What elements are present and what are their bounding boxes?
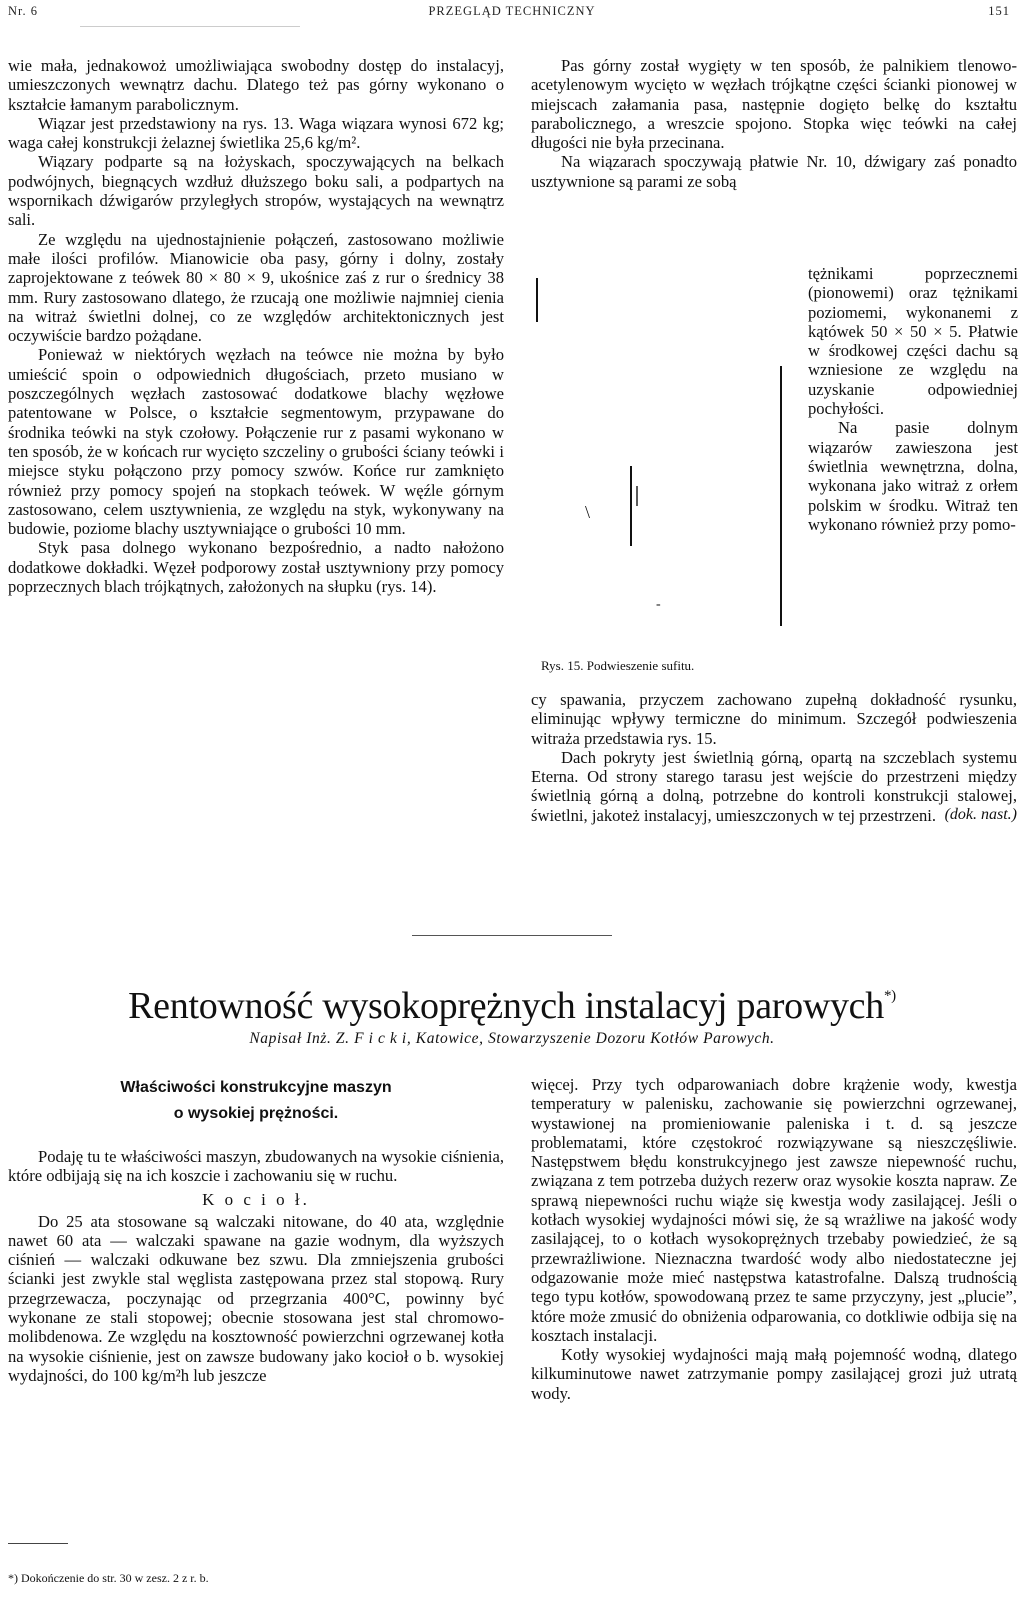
paragraph: Ze względu na ujednostajnienie połączeń, zastosowano możliwie małe ilości profilów. Mianowicie oba pasy, górny i dolny, zostały zaprojektowane z teówek 80 × 80 × 9, ukośnice zaś z rur o średnicy 38 mm. Rury zastosowano dlatego, że rzucają one możliwie najmniej cienia na witraż świetlni dolnej, co ze względów architektonicznych jest oczywiście bardzo pożądane.	[8, 229, 504, 346]
paragraph: Podaję tu te właściwości maszyn, zbudowanych na wysokie ciśnienia, które odbijają się na ich koszcie i zachowaniu się w ruchu.	[8, 1147, 504, 1186]
header-rule	[80, 26, 300, 27]
paragraph: Wiązar jest przedstawiony na rys. 13. Waga wiązara wynosi 672 kg; waga całej konstrukcji żelaznej świetlika 25,6 kg/m².	[8, 113, 504, 153]
continued-note: (dok. nast.)	[944, 806, 1017, 824]
footnote-rule	[8, 1543, 68, 1544]
section-heading: K o c i o ł.	[202, 1189, 310, 1209]
journal-title: PRZEGLĄD TECHNICZNY	[428, 4, 596, 18]
paragraph: Na pasie dolnym wiązarów zawieszona jest świetlnia wewnętrzna, dolna, wykonana jako witraż z orłem polskim w środku. Witraż ten wykonano również przy pomo-	[808, 418, 1018, 534]
section-divider	[412, 935, 612, 936]
article-title-text: Rentowność wysokoprężnych instalacyj parowych	[128, 985, 884, 1027]
paragraph: cy spawania, przyczem zachowano zupełną dokładność rysunku, eliminując wpływy termiczne do minimum. Szczegół podwieszenia witraża przedstawia rys. 15.	[531, 690, 1017, 748]
below-figure-text	[531, 690, 1017, 824]
figure-caption: Rys. 15. Podwieszenie sufitu.	[541, 658, 695, 673]
paragraph: Wiązary podparte są na łożyskach, spoczywających na belkach podwójnych, biegnących wzdłuż dłuższego boku sali, a podpartych na wspornikach dźwigarów przyległych stropów, wystających na wewnątrz sali.	[8, 152, 504, 230]
figure-mark: -	[656, 597, 661, 612]
page-marker: Nr. 6	[8, 4, 38, 18]
section-subhead: Właściwości konstrukcyjne maszyn	[120, 1079, 392, 1096]
ceiling-suspension-drawing	[531, 266, 791, 676]
paragraph: Kotły wysokiej wydajności mają małą pojemność wodną, dlatego kilkuminutowe nawet zatrzymanie pompy zasilającej grozi już utratą wody.	[531, 1345, 1017, 1403]
article-title	[0, 975, 1024, 1027]
page-number: 151	[988, 4, 1010, 18]
top-left-column	[8, 56, 504, 596]
paragraph: wie mała, jednakowoż umożliwiająca swobodny dostęp do instalacyj, umieszczonych wewnątrz dachu. Dlatego też pas górny wykonano o kształcie łamanym parabolicznym.	[8, 56, 504, 114]
section-subhead: o wysokiej prężności.	[173, 1105, 339, 1122]
figure-rys-15	[531, 266, 791, 676]
wrap-column	[808, 264, 1018, 534]
article-left-column	[8, 1075, 504, 1385]
paragraph: tężnikami poprzecznemi (pionowemi) oraz tężnikami poziomemi, wykonanemi z kątówek 50 × 50 × 5. Płatwie w środkowej części dachu są wzniesione ze względu na uzyskanie odpowiedniej pochyłości.	[808, 264, 1018, 419]
paragraph: Na wiązarach spoczywają płatwie Nr. 10, dźwigary zaś ponadto usztywnione są parami ze sobą	[531, 152, 1017, 191]
figure-mark: \	[585, 502, 591, 522]
paragraph: więcej. Przy tych odparowaniach dobre krążenie wody, kwestja temperatury w palenisku, zachowanie się powierzchni ogrzewanej, wystawionej na promieniowanie paleniska i t. d. są jeszcze problematami, które częstokroć rozwiązywane są nieszczęśliwie. Następstwem błędu konstrukcyjnego jest zawsze niepewność ruchu, związana z tem potrzeba dużych rezerw oraz wysokie koszta napraw. Ze sprawą niepewności ruchu wiąże się kwestja wody zasilającej. Jeśli o kotłach wysokiej wydajności mówi się, że są wrażliwe na jakość wody zasilającej, to o kotłach wysokoprężnych trzebaby powiedzieć, że są przewrażliwione. Nieznaczna twardość wody albo niedostateczne jej odgazowanie może mieć następstwa katastrofalne. Dalszą trudnością tego typu kotłów, spowodowaną przez te same przyczyny, jest „plucie”, które może zmusić do obniżenia odparowania, co dotkliwie odbija się na kosztach instalacji.	[531, 1075, 1017, 1345]
article-right-column	[531, 1075, 1017, 1403]
paragraph: Pas górny został wygięty w ten sposób, że palnikiem tlenowo-acetylenowym wycięto w węzłach trójkątne części ścianki pionowej w miejscach załamania pasa, następnie dogięto belkę do kształtu parabolicznego, a wreszcie spojono. Stopka więc teówki na całej długości nie była przecinana.	[531, 56, 1017, 153]
footnote: *) Dokończenie do str. 30 w zesz. 2 z r. b.	[8, 1571, 209, 1585]
paragraph: Ponieważ w niektórych węzłach na teówce nie można by było umieścić spoin o odpowiednich długościach, przeto musiano w poszczególnych węzłach zastosować dodatkowe blachy węzłowe patentowane w Polsce, o kształcie segmentowym, przypawane do środnika teówki na styk czołowy. Połączenie rur z pasami wykonano w ten sposób, że w końcach rur wycięto szczeliny o grubości ściany teówki i miejsce styku połączono przy pomocy szwów. Końce rur zamknięto również przy pomocy spojeń na stopkach teówek. W węźle górnym zastosowano, celem usztywnienia, ze względu na styk, wykonywany na budowie, poziome blachy usztywniające o grubości 10 mm.	[8, 345, 504, 539]
article-byline: Napisał Inż. Z. F i c k i, Katowice, Stowarzyszenie Dozoru Kotłów Parowych.	[249, 1030, 775, 1047]
paragraph: Dach pokryty jest świetlnią górną, opartą na szczeblach systemu Eterna. Od strony starego tarasu jest wejście do przestrzeni między świetlnią górną a dolną, potrzebne do kontroli konstrukcji stalowej, świetlni, jakoteż instalacyj, umieszczonych w tej przestrzeni.	[531, 747, 1017, 825]
title-footnote-mark: *)	[883, 988, 896, 1004]
top-right-column	[531, 56, 1017, 191]
paragraph: Do 25 ata stosowane są walczaki nitowane, do 40 ata, względnie nawet 60 ata — walczaki spawane na gazie wodnym, dla wyższych ciśnień — walczaki odkuwane bez szwu. Dla zmniejszenia grubości ścianki jest zwykle stal węglista zastępowana przez stal stopową. Rury przegrzewacza, poczynając od przegrzania 400°C, powinny być wykonane ze stali stopowej; obecnie stosowana jest stal chromowo-molibdenowa. Ze względu na kosztowność powierzchni ogrzewanej kotła na wysokie ciśnienie, jest on zawsze budowany jako kocioł o b. wysokiej wydajności, do 100 kg/m²h lub jeszcze	[8, 1211, 504, 1385]
paragraph: Styk pasa dolnego wykonano bezpośrednio, a nadto nałożono dodatkowe dokładki. Węzeł podporowy został usztywniony przy pomocy poprzecznych blach trójkątnych, założonych na słupku (rys. 14).	[8, 538, 504, 597]
